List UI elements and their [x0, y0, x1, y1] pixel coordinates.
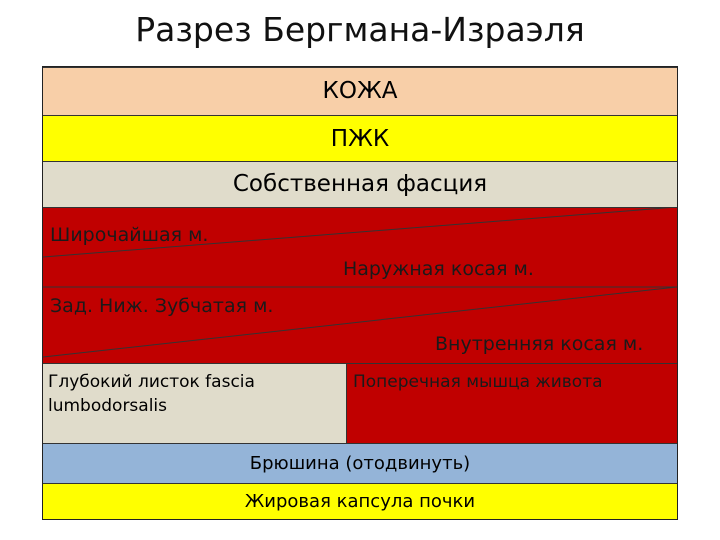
layer-subcutaneous-label: ПЖК	[330, 126, 390, 152]
layer-peritoneum-label: Брюшина (отодвинуть)	[249, 453, 471, 474]
label-external-oblique: Наружная косая м.	[343, 258, 534, 280]
layer-fascia-label: Собственная фасция	[232, 171, 488, 197]
layer-skin-label: КОЖА	[322, 78, 398, 104]
label-serratus: Зад. Ниж. Зубчатая м.	[50, 295, 274, 317]
label-internal-oblique: Внутренняя косая м.	[435, 333, 644, 355]
diagram-frame	[42, 66, 678, 520]
diagram-title: Разрез Бергмана-Израэля	[135, 10, 585, 49]
layer-transverse-muscle: Поперечная мышца живота	[347, 363, 677, 443]
label-latissimus: Широчайшая м.	[50, 224, 209, 246]
layer-deep-fascia: Глубокий листок fascia lumbodorsalis	[43, 363, 347, 443]
layer-fat-capsule-label: Жировая капсула почки	[244, 491, 476, 512]
